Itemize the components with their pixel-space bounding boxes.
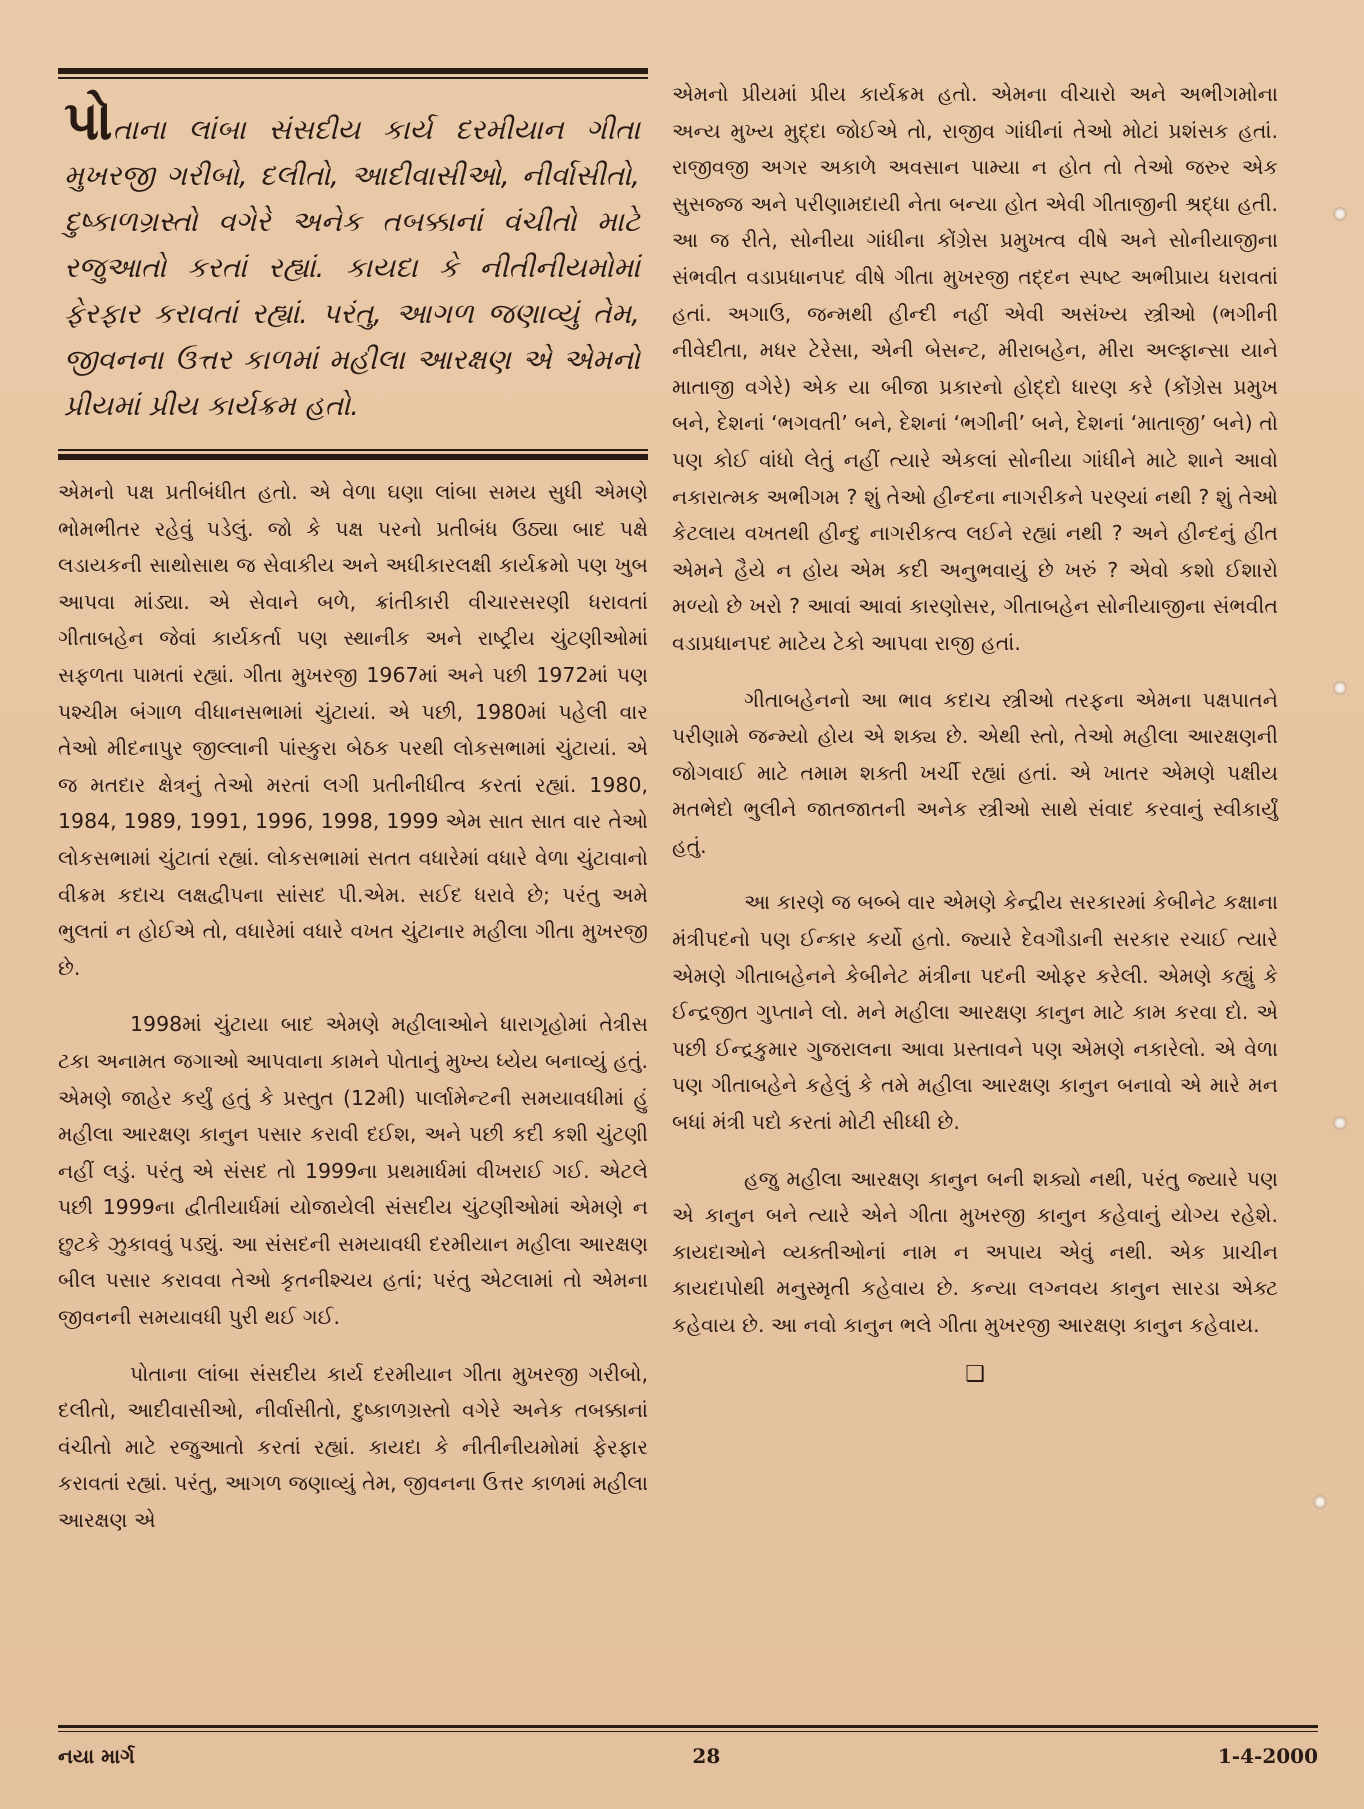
staple-hole bbox=[1313, 1495, 1327, 1509]
pull-quote bbox=[64, 89, 640, 429]
page-footer bbox=[58, 1725, 1318, 1768]
pull-quote-top-rule bbox=[58, 68, 648, 79]
pull-quote-text: તાના લાંબા સંસદીય કાર્ય દરમીયાન ગીતા મુખરજી ગરીબો, દલીતો, આદીવાસીઓ, નીર્વાસીતો, દુષ્કાળગ્રસ્તો વગેરે અનેક તબક્કાનાં વંચીતો માટે રજુઆતો કરતાં રહ્યાં. કાયદા કે નીતીનીયમોમાં ફેરફાર કરાવતાં રહ્યાં. પરંતુ, આગળ જણાવ્યું તેમ, જીવનના ઉત્તર કાળમાં મહીલા આરક્ષણ એ એમનો પ્રીયમાં પ્રીય કાર્યક્રમ હતો. bbox=[64, 113, 640, 422]
pull-quote-bottom-rule bbox=[58, 449, 648, 460]
issue-date: 1-4-2000 bbox=[1217, 1744, 1318, 1768]
article-paragraph: એમનો પ્રીયમાં પ્રીય કાર્યક્રમ હતો. એમના વીચારો અને અભીગમોના અન્ય મુખ્ય મુદ્દા જોઈએ તો, રાજીવ ગાંધીનાં તેઓ મોટાં પ્રશંસક હતાં. રાજીવજી અગર અકાળે અવસાન પામ્યા ન હોત તો તેઓ જરુર એક સુસજ્જ અને પરીણામદાયી નેતા બન્યા હોત એવી ગીતાજીની શ્રદ્ધા હતી. આ જ રીતે, સોનીયા ગાંધીના કોંગ્રેસ પ્રમુખત્વ વીષે અને સોનીયાજીના સંભવીત વડાપ્રધાનપદ વીષે ગીતા મુખરજી તદ્દન સ્પષ્ટ અભીપ્રાય ધરાવતાં હતાં. અગાઉ, જન્મથી હીન્દી નહીં એવી અસંખ્ય સ્ત્રીઓ (ભગીની નીવેદીતા, મધર ટેરેસા, એની બેસન્ટ, મીરાબહેન, મીરા અલ્ફાન્સા યાને માતાજી વગેરે) એક યા બીજા પ્રકારનો હોદ્દો ધારણ કરે (કોંગ્રેસ પ્રમુખ બને, દેશનાં ‘ભગવતી’ બને, દેશનાં ‘ભગીની’ બને, દેશનાં ‘માતાજી’ બને) તો પણ કોઈ વાંધો લેતું નહીં ત્યારે એકલાં સોનીયા ગાંધીને માટે શાને આવો નકારાત્મક અભીગમ ? શું તેઓ હીન્દના નાગરીકને પરણ્યાં નથી ? શું તેઓ કેટલાય વખતથી હીન્દુ નાગરીકત્વ લઈને રહ્યાં નથી ? અને હીન્દનું હીત એમને હૈયે ન હોય એમ કદી અનુભવાયું છે ખરું ? એવો કશો ઈશારો મળ્યો છે ખરો ? આવાં આવાં કારણોસર, ગીતાબહેન સોનીયાજીના સંભવીત વડાપ્રધાનપદ માટેય ટેકો આપવા રાજી હતાં. bbox=[672, 82, 1278, 655]
page-number: 28 bbox=[692, 1744, 721, 1768]
staple-hole bbox=[1333, 681, 1347, 695]
end-of-article-mark: ❑ bbox=[965, 1361, 985, 1387]
article-paragraph: પોતાના લાંબા સંસદીય કાર્ય દરમીયાન ગીતા મુખરજી ગરીબો, દલીતો, આદીવાસીઓ, નીર્વાસીતો, દુષ્કાળગ્રસ્તો વગેરે અનેક તબક્કાનાં વંચીતો માટે રજુઆતો કરતાં રહ્યાં. કાયદા કે નીતીનીયમોમાં ફેરફાર કરાવતાં રહ્યાં. પરંતુ, આગળ જણાવ્યું તેમ, જીવનના ઉત્તર કાળમાં મહીલા આરક્ષણ એ bbox=[58, 1361, 648, 1533]
footer-row bbox=[58, 1732, 1318, 1768]
footer-rule bbox=[58, 1725, 1318, 1728]
article-paragraph: આ કારણે જ બબ્બે વાર એમણે કેન્દ્રીય સરકારમાં કેબીનેટ કક્ષાના મંત્રીપદનો પણ ઈન્કાર કર્યો હતો. જ્યારે દેવગૌડાની સરકાર રચાઈ ત્યારે એમણે ગીતાબહેનને કેબીનેટ મંત્રીના પદની ઓફર કરેલી. એમણે કહ્યું કે ઈન્દ્રજીત ગુપ્તાને લો. મને મહીલા આરક્ષણ કાનુન માટે કામ કરવા દો. એ પછી ઈન્દ્રકુમાર ગુજરાલના આવા પ્રસ્તાવને પણ એમણે નકારેલો. એ વેળા પણ ગીતાબહેને કહેલું કે તમે મહીલા આરક્ષણ કાનુન બનાવો એ મારે મન બધાં મંત્રી પદો કરતાં મોટી સીધ્ધી છે. bbox=[672, 890, 1278, 1135]
article-paragraph: એમનો પક્ષ પ્રતીબંધીત હતો. એ વેળા ઘણા લાંબા સમય સુધી એમણે ભોમભીતર રહેવું પડેલું. જો કે પક્ષ પરનો પ્રતીબંધ ઉઠ્યા બાદ પક્ષે લડાયકની સાથોસાથ જ સેવાકીય અને અધીકારલક્ષી કાર્યક્રમો પણ ખુબ આપવા માંડ્યા. એ સેવાને બળે, ક્રાંતીકારી વીચારસરણી ધરાવતાં ગીતાબહેન જેવાં કાર્યકર્તા પણ સ્થાનીક અને રાષ્ટ્રીય ચુંટણીઓમાં સફળતા પામતાં રહ્યાં. ગીતા મુખરજી 1967માં અને પછી 1972માં પણ પશ્ચીમ બંગાળ વીધાનસભામાં ચુંટાયાં. એ પછી, 1980માં પહેલી વાર તેઓ મીદનાપુર જીલ્લાની પાંસ્કુરા બેઠક પરથી લોકસભામાં ચુંટાયાં. એ જ મતદાર ક્ષેત્રનું તેઓ મરતાં લગી પ્રતીનીધીત્વ કરતાં રહ્યાં. 1980, 1984, 1989, 1991, 1996, 1998, 1999 એમ સાત સાત વાર તેઓ લોકસભામાં ચુંટાતાં રહ્યાં. લોકસભામાં સતત વધારેમાં વધારે વેળા ચુંટાવાનો વીક્રમ કદાચ લક્ષદ્વીપના સાંસદ પી.એમ. સઈદ ધરાવે છે; પરંતુ અમે ભુલતાં ન હોઈએ તો, વધારેમાં વધારે વખત ચુંટાનાર મહીલા ગીતા મુખરજી છે. bbox=[58, 480, 648, 980]
article-paragraph: 1998માં ચુંટાયા બાદ એમણે મહીલાઓને ધારાગૃહોમાં તેત્રીસ ટકા અનામત જગાઓ આપવાના કામને પોતાનું મુખ્ય ધ્યેય બનાવ્યું હતું. એમણે જાહેર કર્યું હતું કે પ્રસ્તુત (12મી) પાર્લામેન્ટની સમયાવધીમાં હું મહીલા આરક્ષણ કાનુન પસાર કરાવી દઈશ, અને પછી કદી કશી ચુંટણી નહીં લડું. પરંતુ એ સંસદ તો 1999ના પ્રથમાર્ધમાં વીખરાઈ ગઈ. એટલે પછી 1999ના દ્વીતીયાર્ધમાં યોજાયેલી સંસદીય ચુંટણીઓમાં એમણે ન છુટકે ઝુકાવવું પડ્યું. આ સંસદની સમયાવધી દરમીયાન મહીલા આરક્ષણ બીલ પસાર કરાવવા તેઓ કૃતનીશ્ચય હતાં; પરંતુ એટલામાં તો એમના જીવનની સમયાવધી પુરી થઈ ગઈ. bbox=[58, 1012, 648, 1330]
staple-hole bbox=[1333, 207, 1347, 221]
staple-hole bbox=[1333, 1116, 1347, 1130]
article-paragraph: ગીતાબહેનનો આ ભાવ કદાચ સ્ત્રીઓ તરફના એમના પક્ષપાતને પરીણામે જન્મ્યો હોય એ શક્ય છે. એથી સ્તો, તેઓ મહીલા આરક્ષણની જોગવાઈ માટે તમામ શક્તી ખર્ચી રહ્યાં હતાં. એ ખાતર એમણે પક્ષીય મતભેદો ભુલીને જાતજાતની અનેક સ્ત્રીઓ સાથે સંવાદ કરવાનું સ્વીકાર્યું હતું. bbox=[672, 687, 1278, 858]
left-article-body bbox=[58, 474, 648, 1539]
left-column bbox=[58, 68, 648, 1539]
right-column bbox=[672, 76, 1278, 1387]
article-paragraph: હજુ મહીલા આરક્ષણ કાનુન બની શક્યો નથી, પરંતુ જ્યારે પણ એ કાનુન બને ત્યારે એને ગીતા મુખરજી કાનુન કહેવાનું યોગ્ય રહેશે. કાયદાઓને વ્યક્તીઓનાં નામ ન અપાય એવું નથી. એક પ્રાચીન કાયદાપોથી મનુસ્મૃતી કહેવાય છે. કન્યા લગ્નવય કાનુન સારડા એક્ટ કહેવાય છે. આ નવો કાનુન ભલે ગીતા મુખરજી આરક્ષણ કાનુન કહેવાય. bbox=[672, 1166, 1278, 1337]
magazine-name: નયા માર્ગ bbox=[58, 1744, 135, 1768]
drop-cap: પો bbox=[64, 89, 113, 152]
